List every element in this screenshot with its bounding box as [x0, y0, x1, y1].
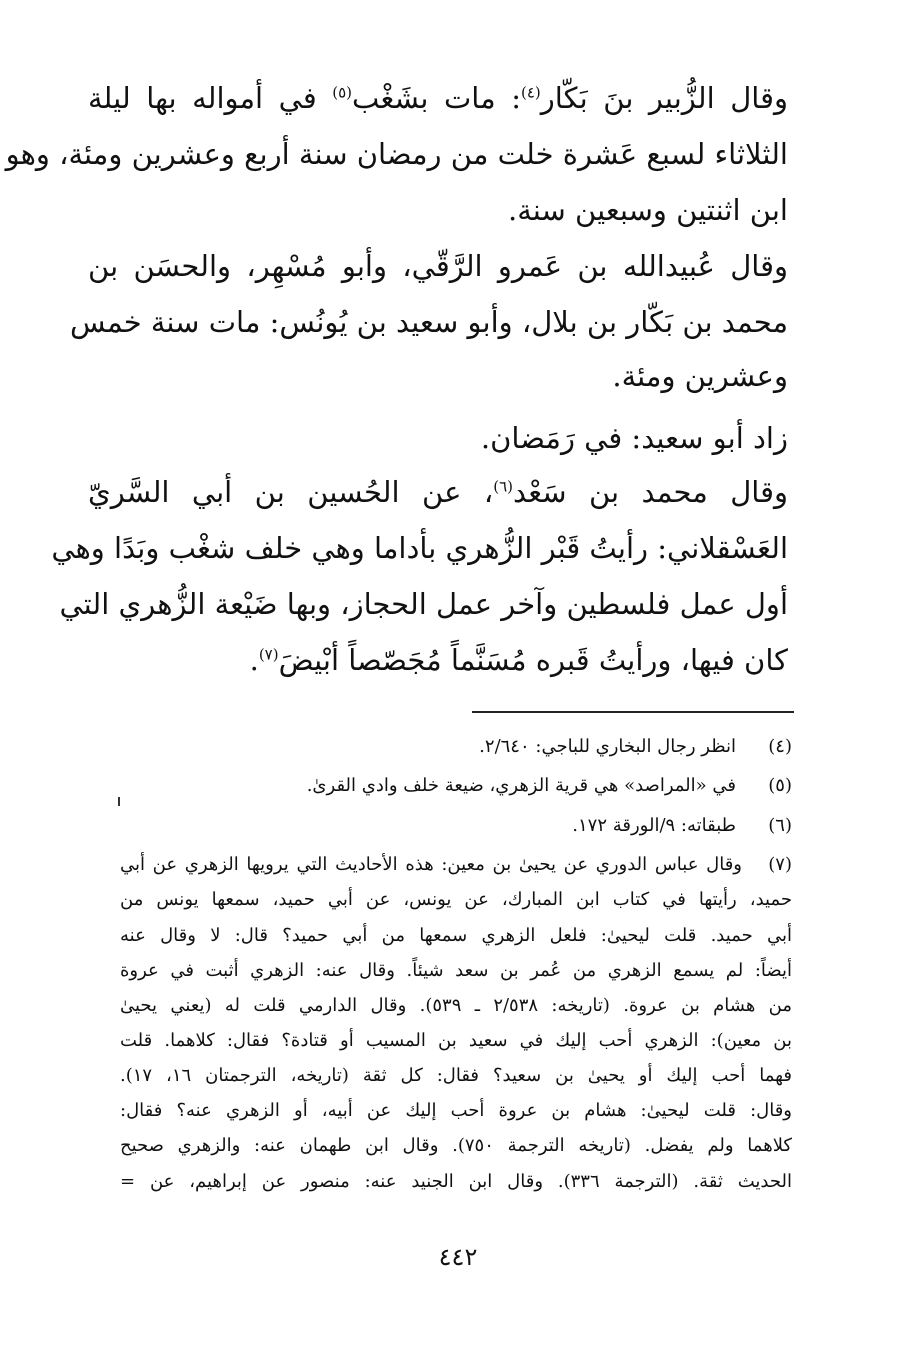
text-run: . [249, 643, 259, 677]
footnote-text-line: من هشام بن عروة. (تاريخه: ٢/٥٣٨ ـ ٥٣٩). وقال الدارمي قلت له (يعني يحيىٰ [120, 995, 792, 1016]
main-text-line: العَسْقلاني: رأيتُ قَبْر الزُّهري بأداما وهي خلف شغْب وبَدًا وهي [51, 531, 788, 565]
main-text-line: محمد بن بَكّار بن بلال، وأبو سعيد بن يُونُس: مات سنة خمس [70, 305, 788, 339]
main-text-line [88, 472, 788, 512]
text-run: في أمواله بها ليلة [88, 81, 333, 115]
stray-mark [118, 797, 120, 806]
footnote-text: انظر رجال البخاري للباجي: ٢/٦٤٠. [479, 736, 736, 757]
footnote-text-line: وقال عباس الدوري عن يحيىٰ بن معين: هذه الأحاديث التي يرويها الزهري عن أبي [120, 854, 742, 875]
footnote-text-line: حميد، رأيتها في كتاب ابن المبارك، عن يونس، عن أبي حميد، سمعها يونس من [120, 889, 792, 910]
footnote-text-line: وقال: قلت ليحيىٰ: هشام بن عروة أحب إليك عن أبيه، أو الزهري عنه؟ فقال: [120, 1100, 792, 1121]
text-run: : مات بشَغْب [352, 81, 521, 115]
main-text-line: أول عمل فلسطين وآخر عمل الحجاز، وبها ضَيْعة الزُّهري التي [59, 587, 788, 621]
footnote-text: طبقاته: ٩/الورقة ١٧٢. [572, 815, 736, 836]
text-run: ، عن الحُسين بن أبي السَّريّ [88, 475, 494, 509]
footnote-text-line: أبي حميد. قلت ليحيىٰ: فلعل الزهري سمعها من أبي حميد؟ قال: لا وقال عنه [120, 925, 792, 946]
text-run: وقال الزُّبير بنَ بَكّار [540, 81, 788, 115]
main-text-line [88, 78, 788, 118]
footnote-text-line: بن معين): الزهري أحب إليك في سعيد بن المسيب أو قتادة؟ فقال: كلاهما. قلت [120, 1030, 792, 1051]
page-number: ٤٤٢ [438, 1243, 478, 1271]
footnote-text-line: الحديث ثقة. (الترجمة ٣٣٦). وقال ابن الجنيد عنه: منصور عن إبراهيم، عن = [120, 1171, 792, 1192]
footnote-text-line: كلاهما ولم يفضل. (تاريخه الترجمة ٧٥٠). وقال ابن طهمان عنه: والزهري صحيح [120, 1135, 792, 1156]
main-text-line: وقال عُبيدالله بن عَمرو الرَّقّي، وأبو مُسْهِر، والحسَن بن [88, 249, 788, 283]
footnote-number: (٤) [768, 736, 792, 757]
main-text-line [88, 640, 788, 680]
text-run: وقال محمد بن سَعْد [512, 475, 788, 509]
footnote-ref-6[interactable]: (٦) [493, 477, 513, 496]
footnote-ref-5[interactable]: (٥) [332, 83, 353, 102]
main-text-line: وعشرين ومئة. [612, 359, 788, 393]
main-text-line: ابن اثنتين وسبعين سنة. [507, 193, 788, 227]
text-run: كان فيها، ورأيتُ قَبره مُسَنَّماً مُجَصّصاً أبْيضَ [278, 643, 788, 677]
footnote-separator [472, 711, 794, 713]
footnote-text-line: أيضاً: لم يسمع الزهري من عُمر بن سعد شيئاً. وقال عنه: الزهري أثبت في عروة [120, 960, 792, 981]
main-text-line: زاد أبو سعيد: في رَمَضان. [480, 421, 788, 455]
footnote-number: (٧) [768, 854, 792, 875]
footnote-number: (٦) [768, 815, 792, 836]
footnote-ref-4[interactable]: (٤) [520, 83, 541, 102]
footnote-text-line: فهما أحب إليك أو يحيىٰ بن سعيد؟ فقال: كل ثقة (تاريخه، الترجمتان ١٦، ١٧). [120, 1065, 792, 1086]
main-text-line: الثلاثاء لسبع عَشرة خلت من رمضان سنة أربع وعشرين ومئة، وهو [5, 137, 788, 171]
footnote-text: في «المراصد» هي قرية الزهري، ضيعة خلف وادي القرىٰ. [306, 775, 736, 796]
footnote-number: (٥) [768, 775, 792, 796]
footnote-ref-7[interactable]: (٧) [258, 645, 279, 664]
